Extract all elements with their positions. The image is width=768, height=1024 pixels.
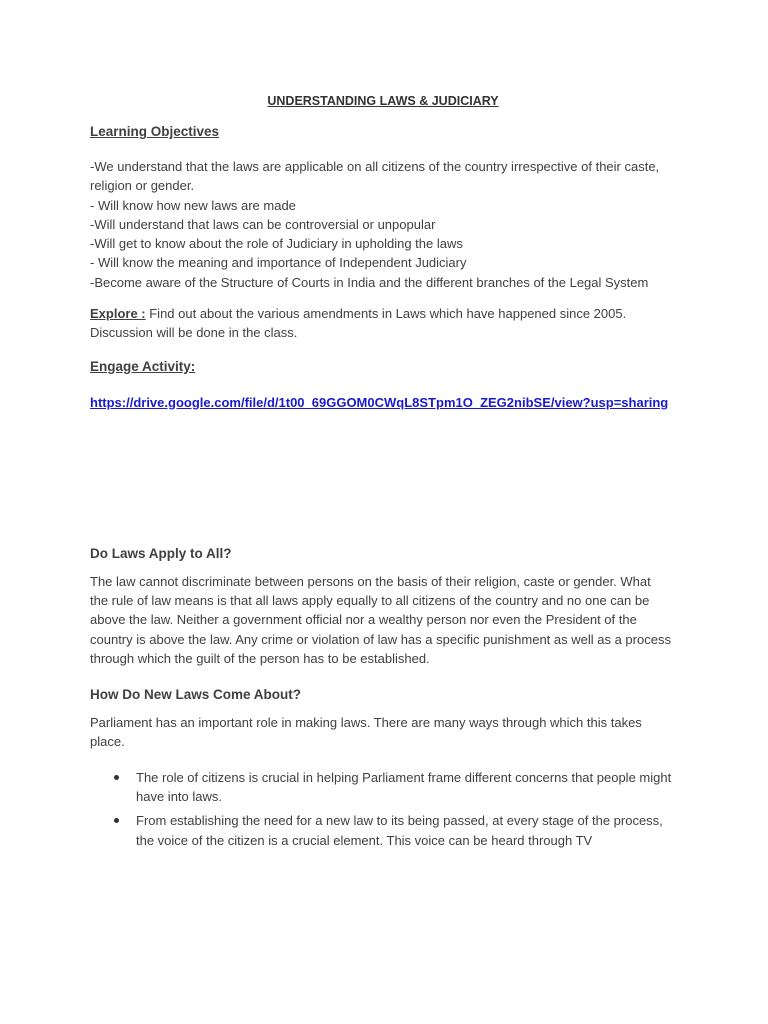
explore-paragraph (90, 304, 672, 343)
learning-objectives-list (90, 157, 672, 292)
explore-label: Explore : (90, 306, 146, 322)
bullet-icon (114, 818, 119, 823)
laws-apply-heading: Do Laws Apply to All? (90, 545, 232, 561)
engage-activity-link[interactable]: https://drive.google.com/file/d/1t00_69GGOM0CWqL8STpm1O_ZEG2nibSE/view?usp=sharing (90, 394, 669, 410)
bullet-text: From establishing the need for a new law to its being passed, at every stage of the process, the voice of the citizen is a crucial element. This voice can be heard through TV (136, 813, 663, 848)
objective-item: -Will get to know about the role of Judiciary in upholding the laws (90, 236, 463, 252)
objective-item: -We understand that the laws are applicable on all citizens of the country irrespective of their caste, religion or gender. (90, 159, 660, 194)
document-title: UNDERSTANDING LAWS & JUDICIARY (267, 94, 499, 108)
objective-item: - Will know the meaning and importance of Independent Judiciary (90, 255, 467, 271)
new-laws-heading: How Do New Laws Come About? (90, 687, 302, 703)
new-laws-bullet-list (90, 768, 672, 850)
laws-apply-body: The law cannot discriminate between persons on the basis of their religion, caste or gender. What the rule of law means is that all laws apply equally to all citizens of the country and no one can be above the law. Neither a government official nor a wealthy person nor even the President of the country is above the law. Any crime or violation of law has a specific punishment as well as a process through which the guilt of the person has to be established. (90, 573, 671, 666)
list-item (90, 811, 672, 850)
objective-item: - Will know how new laws are made (90, 197, 296, 213)
objective-item: -Become aware of the Structure of Courts in India and the different branches of the Legal System (90, 274, 649, 290)
engage-activity-heading: Engage Activity: (90, 358, 196, 374)
bullet-text: The role of citizens is crucial in helping Parliament frame different concerns that people might have into laws. (136, 769, 672, 805)
objective-item: -Will understand that laws can be controversial or unpopular (90, 216, 436, 232)
explore-text: Find out about the various amendments in Laws which have happened since 2005. Discussion will be done in the class. (90, 306, 627, 341)
new-laws-body: Parliament has an important role in making laws. There are many ways through which this takes place. (90, 715, 642, 750)
learning-objectives-heading: Learning Objectives (90, 124, 220, 139)
bullet-icon (114, 775, 119, 780)
list-item (90, 768, 672, 807)
